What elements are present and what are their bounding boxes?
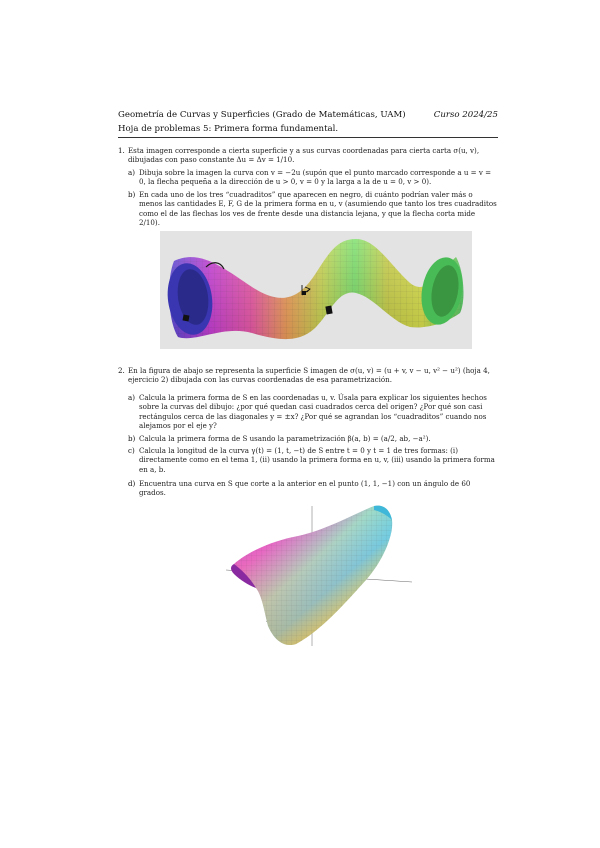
problem2-item-b-text: Calcula la primera forma de S usando la parametrización β(a, b) = (a/2, ab, −a²).	[139, 434, 431, 443]
surface-figure-2	[206, 500, 418, 650]
header-title: Geometría de Curvas y Superficies (Grado de Matemáticas, UAM)	[118, 110, 406, 120]
header-sheet: Hoja de problemas 5: Primera forma fundamental.	[118, 124, 339, 134]
problem1-item-b-text: En cada uno de los tres “cuadraditos” que aparecen en negro, di cuánto podrían valer más o menos las cantidades E, F, G de la primera forma en u, v (asumiendo que tanto los tres cuadraditos como el de las flechas los ves de frente desde una distancia lejana, y que la flecha corta mide 2/10).	[139, 190, 497, 228]
problem1-item-a-text: Dibuja sobre la imagen la curva con v = −2u (supón que el punto marcado corresponde a u = v = 0, la flecha pequeña a la dirección de u > 0, v = 0 y la larga a la de u = 0, v > 0).	[139, 168, 492, 187]
problem2-item-c-label: c)	[128, 446, 135, 455]
problem1-number: 1.	[118, 146, 125, 155]
problem1-item-b-label: b)	[128, 190, 136, 199]
problem2-intro: En la figura de abajo se representa la superficie S imagen de σ(u, v) = (u + v, v − u, v² − u²) (hoja 4, ejercicio 2) dibujada con las curvas coordenadas de esa parametrización.	[128, 366, 490, 385]
header-rule	[118, 137, 498, 138]
header-course: Curso 2024/25	[433, 110, 498, 120]
sheet-header	[118, 108, 498, 136]
problem1-intro: Esta imagen corresponde a cierta superficie y a sus curvas coordenadas para cierta carta σ(u, v), dibujadas con paso constante Δu = Δv = 1/10.	[128, 146, 480, 165]
problem2-item-a-label: a)	[128, 393, 135, 402]
problem2-item-b-label: b)	[128, 434, 136, 443]
problem2-item-c-text: Calcula la longitud de la curva γ(t) = (1, t, −t) de S entre t = 0 y t = 1 de tres formas: (i) directamente como en el tema 1, (ii) usando la primera forma en u, v, (iii) usando la primera forma en a, b.	[139, 446, 495, 474]
surface-figure-1	[160, 231, 472, 349]
problem2-number: 2.	[118, 366, 125, 375]
problem2-item-d-label: d)	[128, 479, 136, 488]
problem1-item-a-label: a)	[128, 168, 135, 177]
problem2-item-a-text: Calcula la primera forma de S en las coordenadas u, v. Úsala para explicar los siguientes hechos sobre la curvas del dibujo: ¿por qué quedan casi cuadrados cerca del origen? ¿Por qué son casi rectángulos cerca de las diagonales y = ±x? ¿Por qué se agrandan los “cuadraditos” cuando nos alejamos por el eje y?	[139, 393, 487, 431]
problem2-item-d-text: Encuentra una curva en S que corte a la anterior en el punto (1, 1, −1) con un ángulo de 60 grados.	[139, 479, 471, 498]
